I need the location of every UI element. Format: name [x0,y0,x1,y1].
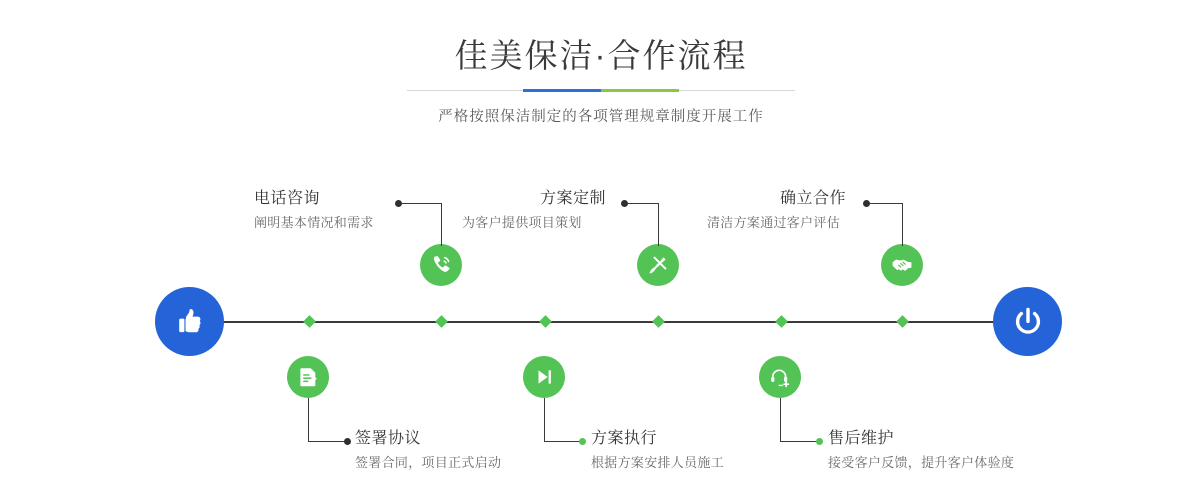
step-node-6 [759,356,801,398]
pencil-ruler-icon [646,253,670,277]
step-label-4 [591,428,724,473]
connector-3-vertical [658,203,659,246]
handshake-icon [890,253,914,277]
play-forward-icon [532,365,556,389]
timeline-axis [155,321,1050,323]
timeline-marker [435,315,448,328]
connector-6-dot [816,438,823,445]
step-desc-2: 签署合同，项目正式启动 [355,455,502,470]
timeline-marker [775,315,788,328]
connector-1-vertical [441,203,442,246]
step-desc-5: 清洁方案通过客户评估 [707,215,841,230]
step-title-4: 方案执行 [591,430,658,447]
page-subtitle: 严格按照保洁制定的各项管理规章制度开展工作 [438,109,764,125]
timeline-end-badge [993,287,1062,356]
power-icon [1010,304,1046,340]
step-label-3 [462,188,606,233]
connector-3-dot [621,200,628,207]
step-node-4 [523,356,565,398]
connector-2-dot [344,438,351,445]
connector-4-dot [579,438,586,445]
connector-5-dot [863,200,870,207]
connector-1-horizontal [398,203,441,204]
connector-3-horizontal [624,203,658,204]
connector-6-vertical [780,398,781,442]
step-title-6: 售后维护 [828,430,895,447]
step-node-3 [637,244,679,286]
step-title-1: 电话咨询 [254,190,321,207]
document-edit-icon [296,365,320,389]
divider-accent-blue [523,89,601,92]
step-node-1 [420,244,462,286]
title-divider [407,89,795,92]
connector-1-dot [395,200,402,207]
connector-5-vertical [902,203,903,246]
step-title-2: 签署协议 [355,430,422,447]
connector-2-vertical [308,398,309,442]
connector-5-horizontal [866,203,902,204]
step-label-6 [828,428,1014,473]
step-title-5: 确立合作 [780,190,847,207]
step-label-5 [707,188,846,233]
step-node-2 [287,356,329,398]
connector-4-horizontal [544,441,581,442]
customer-service-add-icon [768,365,792,389]
step-desc-3: 为客户提供项目策划 [462,215,582,230]
step-label-1 [254,188,374,233]
step-title-3: 方案定制 [540,190,607,207]
step-desc-4: 根据方案安排人员施工 [591,455,725,470]
step-node-5 [881,244,923,286]
phone-call-icon [429,253,453,277]
thumbs-up-icon [173,305,207,339]
timeline-marker [896,315,909,328]
connector-2-horizontal [308,441,347,442]
timeline-marker [539,315,552,328]
diagram-header [0,34,1202,126]
timeline-marker [303,315,316,328]
connector-6-horizontal [780,441,818,442]
timeline-start-badge [155,287,224,356]
timeline-marker [652,315,665,328]
page-title: 佳美保洁·合作流程 [454,37,748,74]
step-desc-6: 接受客户反馈，提升客户体验度 [828,455,1015,470]
step-label-2 [355,428,501,473]
divider-accent-green [601,89,679,92]
step-desc-1: 阐明基本情况和需求 [254,215,374,230]
connector-4-vertical [544,398,545,442]
